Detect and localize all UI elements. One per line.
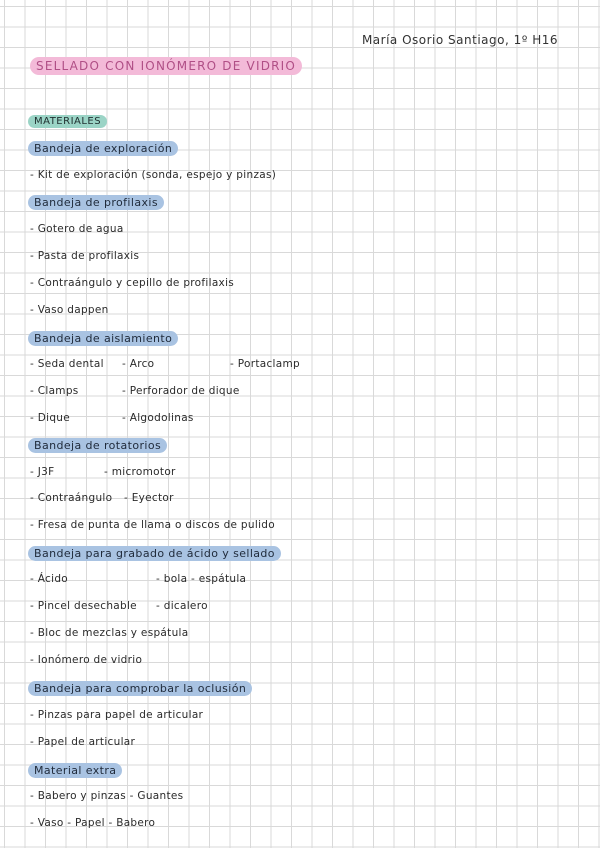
- author-name: María Osorio Santiago, 1º H16: [361, 33, 558, 47]
- list-item-text: - Bloc de mezclas y espátula: [30, 627, 189, 639]
- section-heading-row: [0, 331, 600, 351]
- list-item: [0, 600, 600, 620]
- list-item: [0, 817, 600, 837]
- section-heading: Bandeja para comprobar la oclusión: [28, 681, 252, 696]
- list-item: [0, 573, 600, 593]
- list-item-text: - Dique: [30, 412, 71, 424]
- list-item-text: - micromotor: [104, 466, 176, 478]
- section-heading: Bandeja de profilaxis: [28, 195, 164, 210]
- list-item: [0, 654, 600, 674]
- list-item-text: - Fresa de punta de llama o discos de pulido: [30, 519, 275, 531]
- list-item: [0, 169, 600, 189]
- section-heading-row: [0, 195, 600, 215]
- list-item-text: - Arco: [122, 358, 155, 370]
- list-item: [0, 250, 600, 270]
- materials-heading: MATERIALES: [28, 115, 107, 128]
- list-item: [0, 492, 600, 512]
- list-item-text: - Papel de articular: [30, 736, 136, 748]
- list-item-text: - Babero y pinzas - Guantes: [30, 790, 184, 802]
- list-item-text: - Gotero de agua: [30, 223, 124, 235]
- list-item-text: - Pincel desechable: [30, 600, 137, 612]
- list-item: [0, 385, 600, 405]
- list-item: [0, 790, 600, 810]
- section-heading: Bandeja de rotatorios: [28, 438, 167, 453]
- list-item-text: - dicalero: [156, 600, 208, 612]
- list-item-text: - Pinzas para papel de articular: [30, 709, 204, 721]
- list-item: [0, 304, 600, 324]
- section-heading: Bandeja para grabado de ácido y sellado: [28, 546, 281, 561]
- list-item-text: - Contraángulo: [30, 492, 113, 504]
- list-item-text: - J3F: [30, 466, 55, 478]
- list-item: [0, 736, 600, 756]
- list-item-text: - Clamps: [30, 385, 79, 397]
- page-title: SELLADO CON IONÓMERO DE VIDRIO: [30, 57, 302, 75]
- list-item: [0, 519, 600, 539]
- list-item-text: - Ácido: [30, 573, 69, 585]
- section-heading: Bandeja de exploración: [28, 141, 178, 156]
- section-heading: Bandeja de aislamiento: [28, 331, 178, 346]
- list-item: [0, 627, 600, 647]
- list-item: [0, 709, 600, 729]
- section-heading-row: [0, 546, 600, 566]
- list-item-text: - Eyector: [124, 492, 174, 504]
- list-item: [0, 358, 600, 378]
- list-item-text: - Portaclamp: [230, 358, 300, 370]
- list-item-text: - Perforador de dique: [122, 385, 240, 397]
- list-item-text: - Vaso dappen: [30, 304, 109, 316]
- list-item-text: - Ionómero de vidrio: [30, 654, 143, 666]
- list-item: [0, 223, 600, 243]
- section-heading-row: [0, 681, 600, 701]
- list-item-text: - bola - espátula: [156, 573, 247, 585]
- list-item: [0, 277, 600, 297]
- list-item-text: - Algodolinas: [122, 412, 194, 424]
- section-heading-row: [0, 438, 600, 458]
- list-item: [0, 466, 600, 486]
- list-item-text: - Seda dental: [30, 358, 104, 370]
- section-heading-row: [0, 141, 600, 161]
- list-item: [0, 412, 600, 432]
- list-item-text: - Contraángulo y cepillo de profilaxis: [30, 277, 235, 289]
- section-heading-row: [0, 763, 600, 783]
- list-item-text: - Pasta de profilaxis: [30, 250, 140, 262]
- list-item-text: - Vaso - Papel - Babero: [30, 817, 156, 829]
- section-heading: Material extra: [28, 763, 122, 778]
- list-item-text: - Kit de exploración (sonda, espejo y pinzas): [30, 169, 277, 181]
